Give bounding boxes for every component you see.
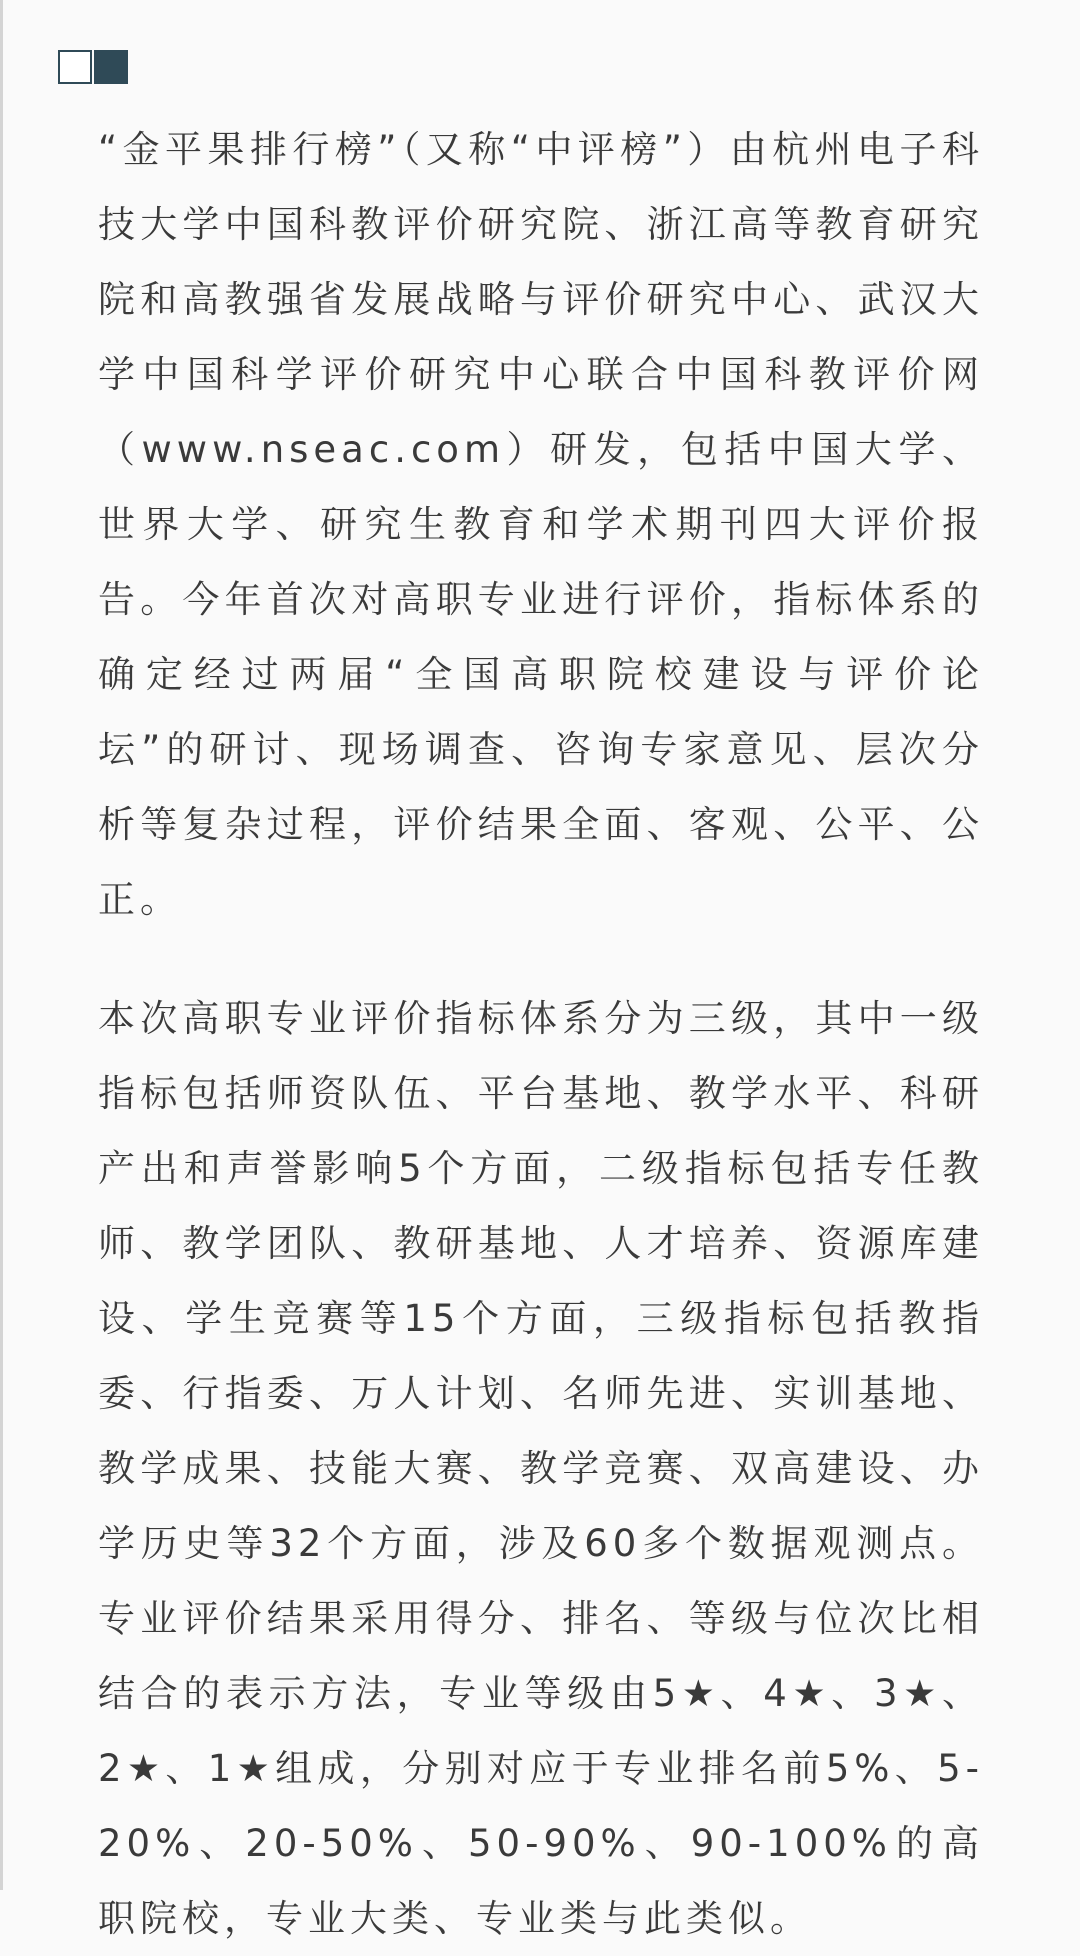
paragraph-indicator-system: 本次高职专业评价指标体系分为三级，其中一级指标包括师资队伍、平台基地、教学水平、科研产出和声誉影响5个方面，二级指标包括专任教师、教学团队、教研基地、人才培养、资源库建设、学生竞赛等15个方面，三级指标包括教指委、行指委、万人计划、名师先进、实训基地、教学成果、技能大赛、教学竞赛、双高建设、办学历史等32个方面，涉及60多个数据观测点。专业评价结果采用得分、排名、等级与位次比相结合的表示方法，专业等级由5★、4★、3★、2★、1★组成，分别对应于专业排名前5%、5-20%、20-50%、50-90%、90-100%的高职院校，专业大类、专业类与此类似。: [98, 997, 984, 1940]
filled-square-icon: [94, 50, 128, 84]
section-ornament-icon: [58, 50, 128, 84]
article-body: [98, 112, 984, 1956]
left-border-rule: [0, 0, 3, 1890]
paragraph-intro: “金平果排行榜”（又称“中评榜”）由杭州电子科技大学中国科教评价研究院、浙江高等教育研究院和高教强省发展战略与评价研究中心、武汉大学中国科学评价研究中心联合中国科教评价网（www.nseac.com）研发，包括中国大学、世界大学、研究生教育和学术期刊四大评价报告。今年首次对高职专业进行评价，指标体系的确定经过两届“全国高职院校建设与评价论坛”的研讨、现场调查、咨询专家意见、层次分析等复杂过程，评价结果全面、客观、公平、公正。: [98, 128, 984, 921]
outline-square-icon: [58, 50, 92, 84]
